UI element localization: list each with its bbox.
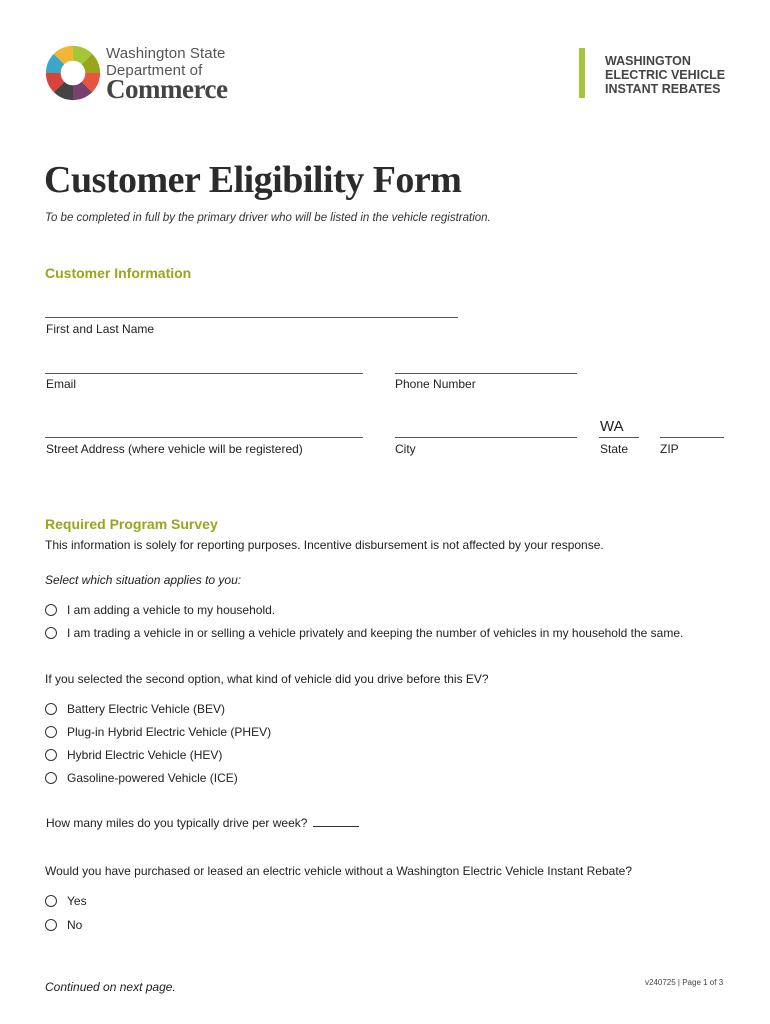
program-title xyxy=(605,54,725,96)
phone-label: Phone Number xyxy=(395,377,476,391)
purchase-option-yes[interactable] xyxy=(45,894,87,908)
zip-label: ZIP xyxy=(660,442,679,456)
vehicle-option[interactable] xyxy=(45,771,238,785)
situation-option[interactable] xyxy=(45,603,275,617)
radio-button[interactable] xyxy=(45,703,57,715)
state-field[interactable] xyxy=(599,437,639,438)
vehicle-option[interactable] xyxy=(45,748,222,762)
program-title-line2: ELECTRIC VEHICLE xyxy=(605,68,726,82)
situation-option[interactable] xyxy=(45,626,683,640)
radio-button[interactable] xyxy=(45,919,57,931)
vehicle-prompt: If you selected the second option, what kind of vehicle did you drive before this EV? xyxy=(45,672,489,686)
version-page-number: v240725 | Page 1 of 3 xyxy=(645,978,724,987)
survey-intro: This information is solely for reporting purposes. Incentive disbursement is not affected by your response. xyxy=(45,538,604,552)
agency-name-line2: Department of xyxy=(106,62,203,79)
program-title-line1: WASHINGTON xyxy=(605,54,691,68)
accent-bar xyxy=(579,48,585,98)
vehicle-option-label: Hybrid Electric Vehicle (HEV) xyxy=(67,748,223,762)
phone-field[interactable] xyxy=(395,373,577,374)
radio-button[interactable] xyxy=(45,749,57,761)
customer-information-heading: Customer Information xyxy=(45,265,192,281)
city-label: City xyxy=(395,442,416,456)
situation-option-label: I am adding a vehicle to my household. xyxy=(67,603,276,617)
miles-prompt: How many miles do you typically drive per week? xyxy=(46,816,308,830)
agency-name-line1: Washington State xyxy=(106,45,226,62)
miles-field[interactable] xyxy=(313,816,359,827)
radio-button[interactable] xyxy=(45,604,57,616)
name-label: First and Last Name xyxy=(46,322,155,336)
survey-heading: Required Program Survey xyxy=(45,516,218,532)
radio-button[interactable] xyxy=(45,726,57,738)
email-field[interactable] xyxy=(45,373,363,374)
vehicle-option-label: Battery Electric Vehicle (BEV) xyxy=(67,702,226,716)
purchase-option-no[interactable] xyxy=(45,918,82,932)
program-title-line3: INSTANT REBATES xyxy=(605,82,721,96)
state-label: State xyxy=(600,442,629,456)
miles-question xyxy=(46,816,359,830)
vehicle-option-label: Gasoline-powered Vehicle (ICE) xyxy=(67,771,238,785)
radio-button[interactable] xyxy=(45,895,57,907)
radio-button[interactable] xyxy=(45,772,57,784)
purchase-option-label: Yes xyxy=(67,894,87,908)
purchase-prompt: Would you have purchased or leased an electric vehicle without a Washington Electric Vehicle Instant Rebate? xyxy=(45,864,633,878)
radio-button[interactable] xyxy=(45,627,57,639)
street-address-label: Street Address (where vehicle will be registered) xyxy=(46,442,303,456)
page-subtitle: To be completed in full by the primary driver who will be listed in the vehicle registration. xyxy=(45,212,491,224)
agency-name-line3: Commerce xyxy=(106,74,228,104)
continued-note: Continued on next page. xyxy=(45,980,176,994)
commerce-logo-icon xyxy=(44,44,102,102)
street-address-field[interactable] xyxy=(45,437,363,438)
email-label: Email xyxy=(46,377,77,391)
agency-name xyxy=(106,46,227,103)
state-value: WA xyxy=(600,418,624,435)
page-title: Customer Eligibility Form xyxy=(44,159,462,201)
vehicle-option[interactable] xyxy=(45,702,225,716)
purchase-option-label: No xyxy=(67,918,83,932)
vehicle-option[interactable] xyxy=(45,725,271,739)
situation-prompt: Select which situation applies to you: xyxy=(45,573,242,587)
zip-field[interactable] xyxy=(660,437,724,438)
vehicle-option-label: Plug-in Hybrid Electric Vehicle (PHEV) xyxy=(67,725,272,739)
name-field[interactable] xyxy=(45,317,458,318)
situation-option-label: I am trading a vehicle in or selling a vehicle privately and keeping the number of vehicles in my household the same. xyxy=(67,626,684,640)
city-field[interactable] xyxy=(395,437,577,438)
